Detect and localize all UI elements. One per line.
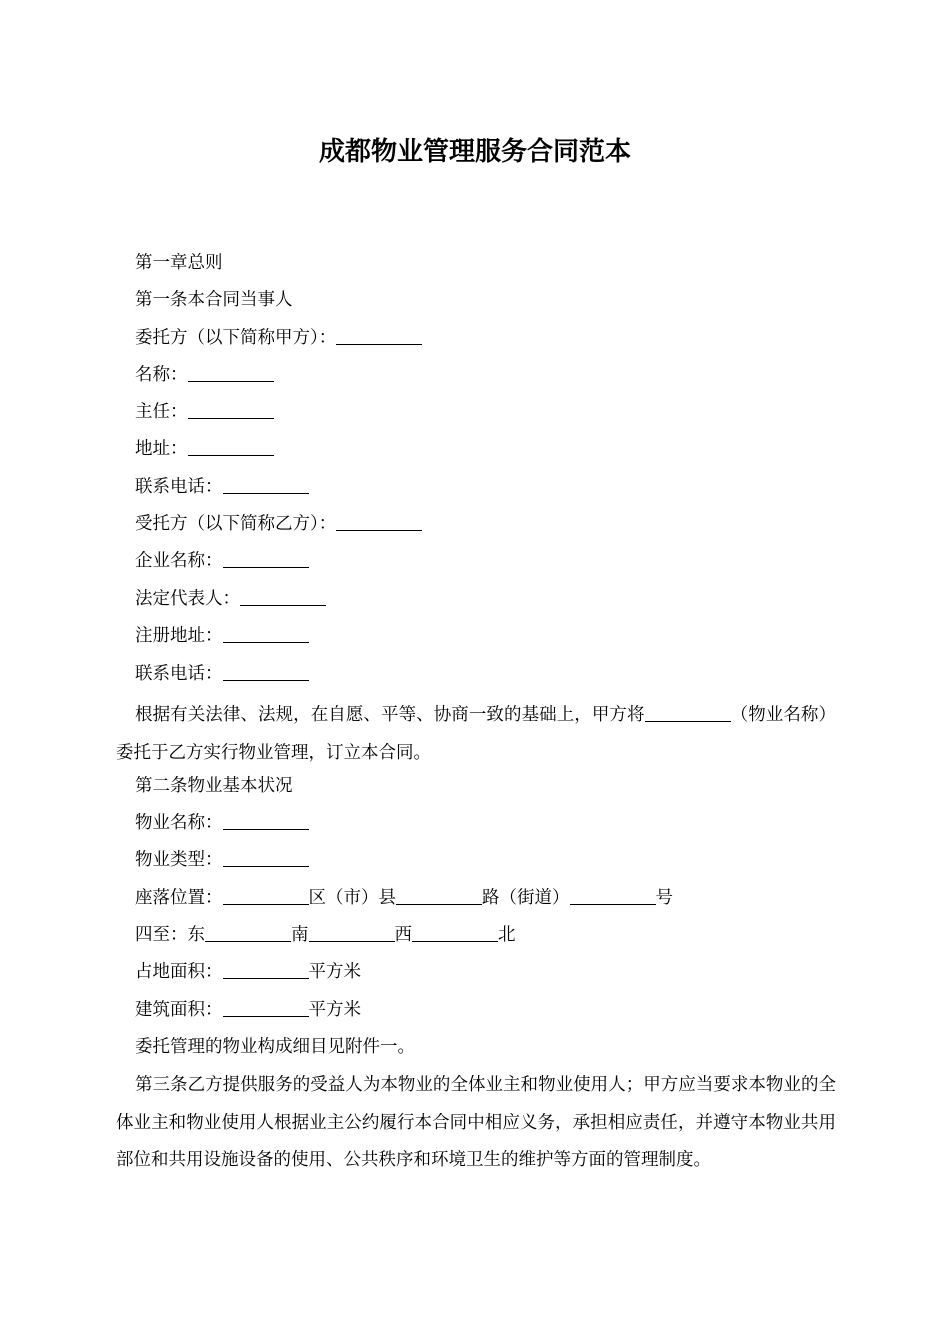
party-b-legal-rep-blank [240,587,326,606]
property-type-blank [223,848,309,867]
entrustment-text-after: （物业名称）委托于乙方实行物业管理，订立本合同。 [116,705,837,763]
party-b-line [135,511,422,537]
document-title: 成都物业管理服务合同范本 [318,137,631,167]
south-label: 南 [291,925,309,945]
party-b-legal-rep-line [135,586,326,612]
north-label: 北 [498,925,516,945]
property-name-label: 物业名称： [135,813,223,833]
land-area-line [135,959,361,985]
party-b-company-line [135,548,309,574]
party-b-company-blank [223,549,309,568]
south-blank [309,923,395,942]
land-area-label: 占地面积： [135,962,223,982]
location-label: 座落位置： [135,888,223,908]
party-a-name-label: 名称： [135,365,188,385]
building-area-unit: 平方米 [308,1000,361,1020]
west-blank [412,923,498,942]
annex-note: 委托管理的物业构成细目见附件一。 [135,1037,415,1057]
party-b-address-blank [223,624,309,643]
article-2-heading: 第二条物业基本状况 [135,776,293,796]
property-type-label: 物业类型： [135,850,223,870]
property-name-blank [645,703,731,722]
party-a-label: 委托方（以下简称甲方）： [135,328,337,348]
party-a-address-label: 地址： [135,439,188,459]
location-number-label: 号 [655,888,673,908]
west-label: 西 [394,925,412,945]
party-b-phone-line [135,661,309,687]
party-b-label: 受托方（以下简称乙方）： [135,514,337,534]
chapter-heading: 第一章总则 [135,253,223,273]
land-area-blank [223,960,309,979]
party-a-director-label: 主任： [135,402,188,422]
boundaries-label: 四至：东 [135,925,205,945]
east-blank [205,923,291,942]
location-district-label: 区（市）县 [308,888,396,908]
location-road-blank [396,886,482,905]
property-type-line [135,847,309,873]
party-a-name-blank [188,363,274,382]
party-a-phone-blank [223,475,309,494]
location-district-blank [223,886,309,905]
party-b-company-label: 企业名称： [135,551,223,571]
party-a-phone-label: 联系电话： [135,477,223,497]
property-name-line [135,810,309,836]
party-b-phone-blank [223,662,309,681]
party-a-address-line [135,436,274,462]
party-b-address-line [135,623,309,649]
building-area-blank [223,998,309,1017]
location-road-label: 路（街道） [482,888,570,908]
party-a-director-blank [188,400,274,419]
party-a-name-line [135,362,274,388]
party-b-address-label: 注册地址： [135,626,223,646]
property-name-field-blank [223,811,309,830]
party-a-blank [336,326,422,345]
entrustment-paragraph [116,697,836,772]
boundaries-line [135,922,516,948]
land-area-unit: 平方米 [308,962,361,982]
location-number-blank [570,886,656,905]
party-b-phone-label: 联系电话： [135,664,223,684]
party-a-address-blank [188,437,274,456]
party-a-director-line [135,399,274,425]
party-a-phone-line [135,474,309,500]
building-area-line [135,997,361,1023]
building-area-label: 建筑面积： [135,1000,223,1020]
article-1-heading: 第一条本合同当事人 [135,290,293,310]
entrustment-text-before: 根据有关法律、法规，在自愿、平等、协商一致的基础上，甲方将 [135,705,645,725]
party-a-line [135,325,422,351]
article-3-paragraph: 第三条乙方提供服务的受益人为本物业的全体业主和物业使用人；甲方应当要求本物业的全体业主和物业使用人根据业主公约履行本合同中相应义务，承担相应责任，并遵守本物业共用部位和共用设施设备的使用、公共秩序和环境卫生的维护等方面的管理制度。 [116,1075,836,1170]
party-b-blank [336,512,422,531]
party-b-legal-rep-label: 法定代表人： [135,589,240,609]
location-line [135,885,673,911]
